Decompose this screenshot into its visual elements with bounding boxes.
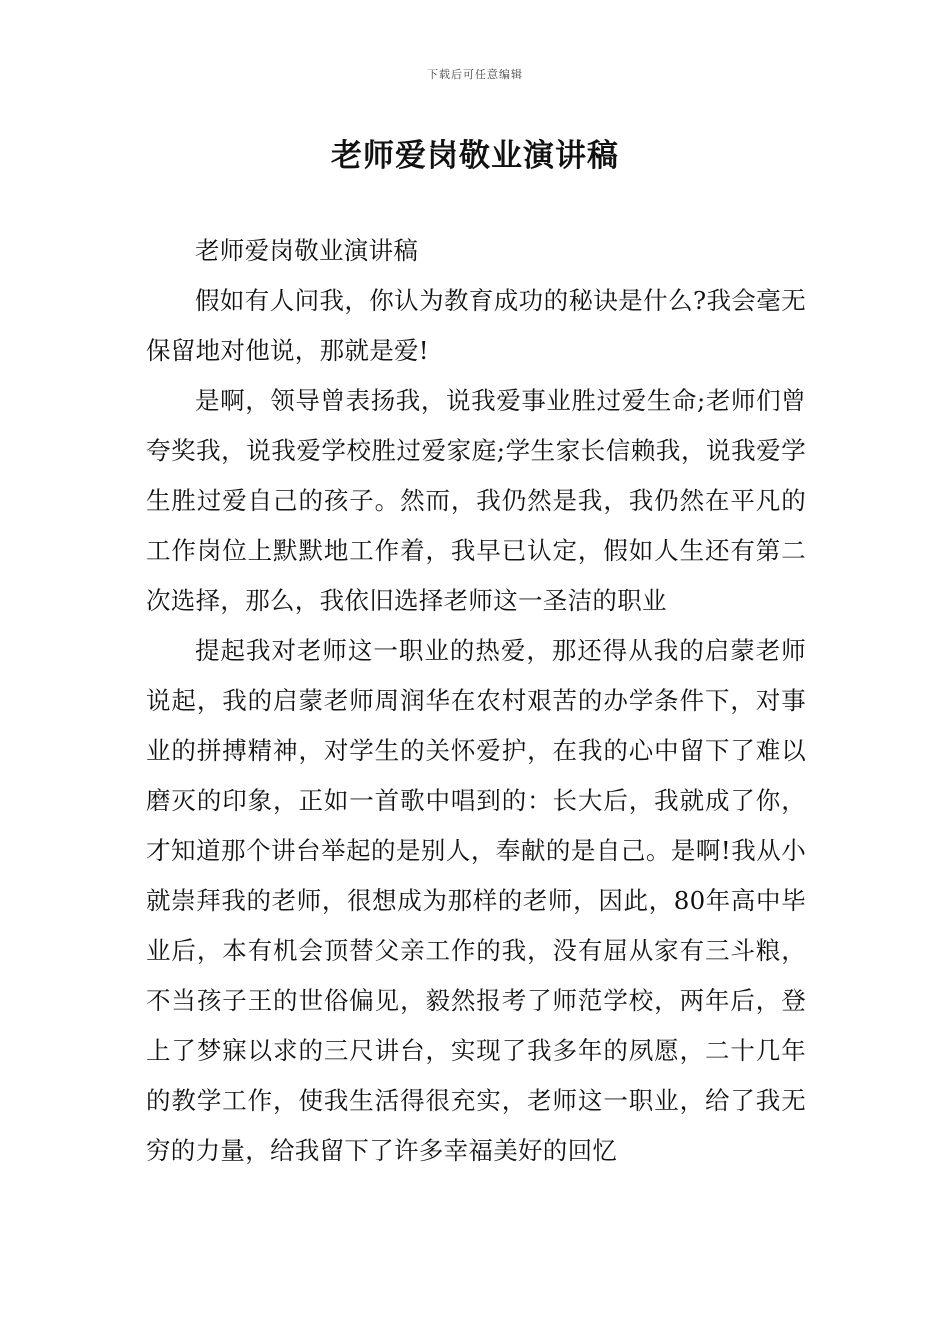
document-body bbox=[146, 226, 806, 1176]
paragraph-3: 提起我对老师这一职业的热爱，那还得从我的启蒙老师说起，我的启蒙老师周润华在农村艰苦的办学条件下，对事业的拼搏精神，对学生的关怀爱护，在我的心中留下了难以磨灭的印象，正如一首歌中唱到的：长大后，我就成了你，才知道那个讲台举起的是别人，奉献的是自己。是啊!我从小就崇拜我的老师，很想成为那样的老师，因此，80年高中毕业后，本有机会顶替父亲工作的我，没有屈从家有三斗粮，不当孩子王的世俗偏见，毅然报考了师范学校，两年后，登上了梦寐以求的三尺讲台，实现了我多年的夙愿，二十几年的教学工作，使我生活得很充实，老师这一职业，给了我无穷的力量，给我留下了许多幸福美好的回忆 bbox=[146, 636, 806, 1165]
header-note: 下载后可任意编辑 bbox=[427, 68, 523, 81]
paragraph-1: 假如有人问我，你认为教育成功的秘诀是什么?我会毫无保留地对他说，那就是爱! bbox=[146, 286, 806, 365]
paragraph-subtitle: 老师爱岗敬业演讲稿 bbox=[195, 236, 419, 265]
paragraph-2: 是啊，领导曾表扬我，说我爱事业胜过爱生命;老师们曾夸奖我，说我爱学校胜过爱家庭;学生家长信赖我，说我爱学生胜过爱自己的孩子。然而，我仍然是我，我仍然在平凡的工作岗位上默默地工作着，我早已认定，假如人生还有第二次选择，那么，我依旧选择老师这一圣洁的职业 bbox=[146, 386, 806, 615]
document-title: 老师爱岗敬业演讲稿 bbox=[331, 138, 619, 174]
